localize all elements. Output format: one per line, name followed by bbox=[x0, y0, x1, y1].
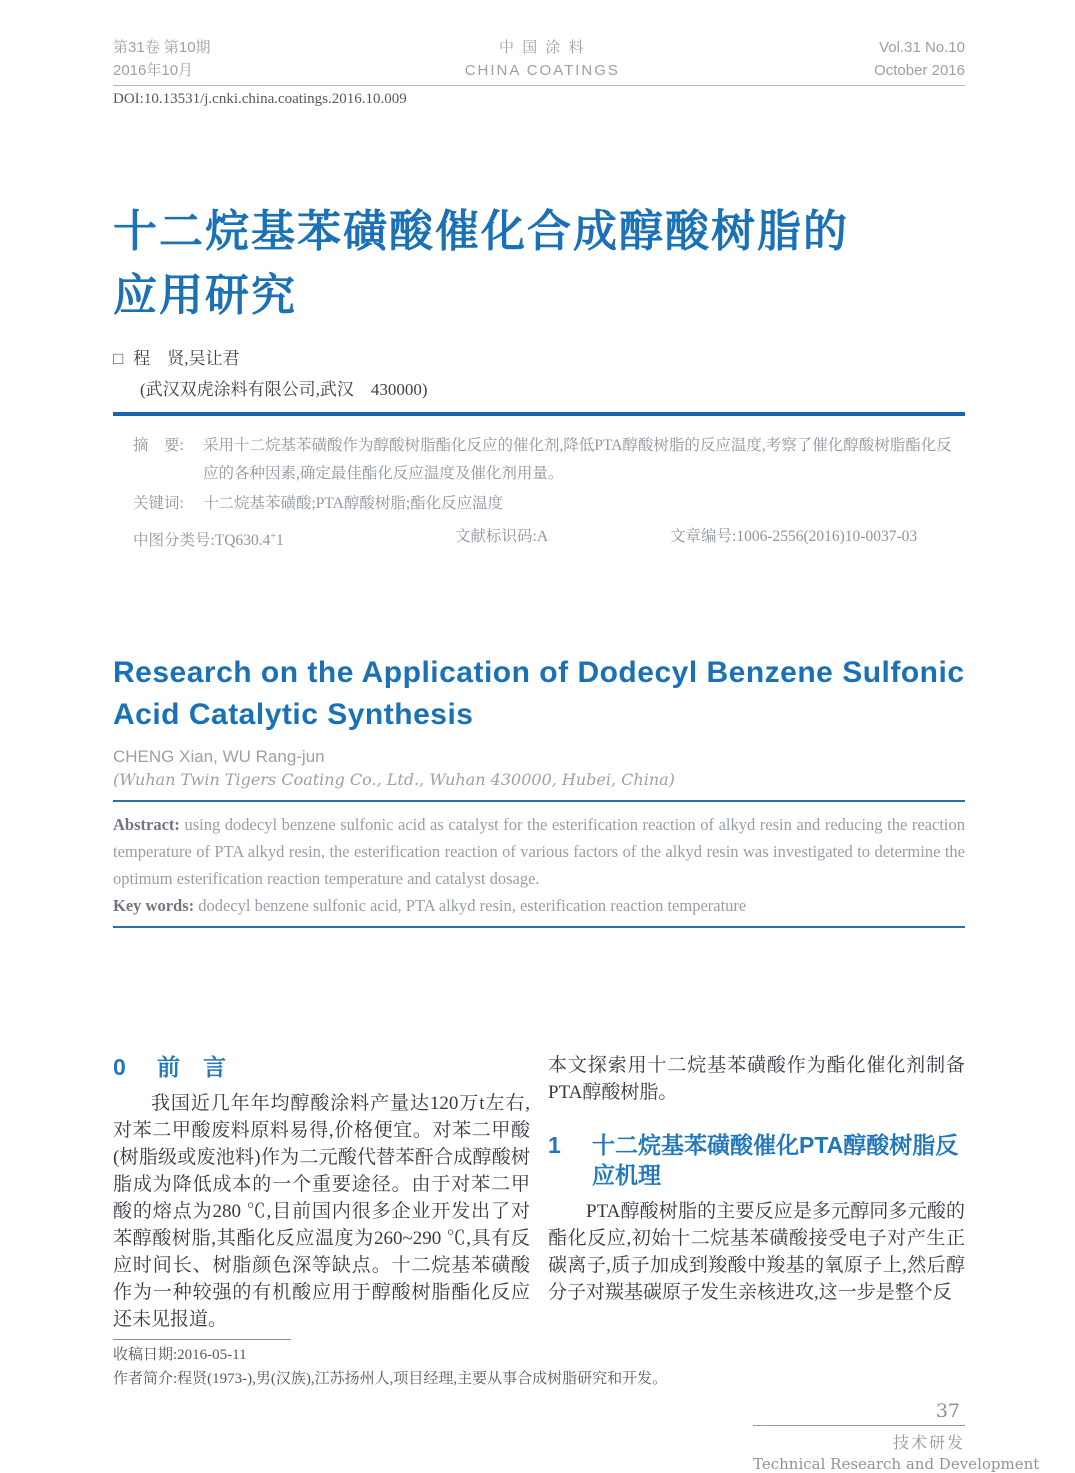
keywords-text-en: dodecyl benzene sulfonic acid, PTA alkyd resin, esterification reaction temperature bbox=[194, 896, 747, 916]
title-cn-line2: 应用研究 bbox=[113, 271, 297, 320]
authors-cn-row bbox=[113, 344, 965, 369]
section-1-title: 十二烷基苯磺酸催化PTA醇酸树脂反应机理 bbox=[592, 1132, 959, 1189]
date-en: October 2016 bbox=[874, 62, 965, 79]
received-value: 2016-05-11 bbox=[177, 1347, 247, 1364]
section-1-number: 1 bbox=[548, 1132, 561, 1159]
header-issue-en bbox=[874, 36, 965, 82]
author-marker-icon: □ bbox=[113, 349, 124, 368]
keywords-label-en: Key words: bbox=[113, 896, 195, 916]
received-date-line bbox=[113, 1343, 965, 1367]
article-id-label: 文章编号: bbox=[670, 528, 737, 545]
article-title-en bbox=[113, 652, 965, 736]
abstract-block-cn bbox=[113, 432, 965, 554]
journal-name-en: CHINA COATINGS bbox=[464, 62, 620, 79]
keywords-label-cn: 关键词: bbox=[133, 495, 184, 512]
doc-code-item bbox=[455, 524, 670, 554]
authors-cn: 程 贤,吴让君 bbox=[133, 349, 240, 368]
date-cn: 2016年10月 bbox=[113, 62, 194, 79]
journal-name-cn: 中 国 涂 料 bbox=[499, 39, 586, 56]
authors-en: CHENG Xian, WU Rang-jun bbox=[113, 747, 325, 767]
title-divider-rule bbox=[113, 412, 965, 416]
title-en-line1: Research on the Application of Dodecyl Benzene Sulfonic bbox=[113, 656, 965, 690]
title-cn-line1: 十二烷基苯磺酸催化合成醇酸树脂的 bbox=[113, 207, 849, 256]
article-title-cn bbox=[113, 200, 965, 328]
header-journal-name bbox=[465, 36, 620, 82]
abstract-label-cn: 摘 要: bbox=[133, 437, 184, 454]
volume-issue-cn: 第31卷 第10期 bbox=[113, 39, 211, 56]
clc-superscript: + bbox=[270, 531, 276, 542]
footnote-rule bbox=[113, 1339, 291, 1340]
keywords-row-cn bbox=[133, 490, 965, 518]
section-1-paragraph bbox=[548, 1198, 965, 1306]
abstract-bottom-rule bbox=[113, 926, 965, 928]
abstract-text-cn: 采用十二烷基苯磺酸作为醇酸树脂酯化反应的催化剂,降低PTA醇酸树脂的反应温度,考察了催化醇酸树脂酯化反应的各种因素,确定最佳酯化反应温度及催化剂用量。 bbox=[203, 437, 952, 482]
intro-paragraph bbox=[113, 1090, 530, 1333]
clc-value: TQ630.4 bbox=[214, 532, 271, 550]
section-0-number: 0 bbox=[113, 1054, 126, 1081]
section-0-heading bbox=[113, 1052, 530, 1082]
left-column bbox=[113, 1052, 530, 1333]
footer-column-cn: 技术研发 bbox=[892, 1435, 965, 1453]
doc-code-value: A bbox=[536, 528, 549, 545]
keywords-text-cn: 十二烷基苯磺酸;PTA醇酸树脂;酯化反应温度 bbox=[203, 495, 504, 512]
article-id-item bbox=[670, 524, 917, 554]
right-column bbox=[548, 1052, 965, 1333]
clc-label: 中图分类号: bbox=[133, 532, 215, 550]
page-footer bbox=[753, 1399, 1040, 1473]
doc-code-label: 文献标识码: bbox=[455, 528, 537, 545]
article-id-value: 1006-2556(2016)10-0037-03 bbox=[736, 528, 918, 545]
affiliation-en: (Wuhan Twin Tigers Coating Co., Ltd., Wuhan 430000, Hubei, China) bbox=[113, 770, 675, 790]
affiliation-cn: (武汉双虎涂料有限公司,武汉 430000) bbox=[140, 380, 428, 399]
section-1-paragraph-text: PTA醇酸树脂的主要反应是多元醇同多元酸的酯化反应,初始十二烷基苯磺酸接受电子对产生正碳离子,质子加成到羧酸中羧基的氧原子上,然后醇分子对羰基碳原子发生亲核进攻,这一步是整个反 bbox=[548, 1201, 965, 1304]
bio-label: 作者简介: bbox=[113, 1371, 178, 1388]
clc-item bbox=[133, 524, 455, 554]
abstract-row-cn bbox=[133, 432, 965, 488]
section-1-heading bbox=[548, 1130, 965, 1190]
keywords-en bbox=[113, 892, 965, 919]
intro-paragraph-continued: 本文探索用十二烷基苯磺酸作为酯化催化剂制备PTA醇酸树脂。 bbox=[548, 1055, 965, 1104]
clc-value-end: 1 bbox=[276, 532, 284, 550]
abstract-top-rule bbox=[113, 800, 965, 802]
page-number: 37 bbox=[935, 1400, 960, 1423]
footer-column-en: Technical Research and Development bbox=[753, 1455, 1040, 1473]
abstract-en bbox=[113, 811, 965, 892]
footer-rule bbox=[753, 1425, 965, 1426]
bio-value: 程贤(1973-),男(汉族),江苏扬州人,项目经理,主要从事合成树脂研究和开发。 bbox=[177, 1371, 668, 1388]
received-label: 收稿日期: bbox=[113, 1347, 178, 1364]
body-columns bbox=[113, 1052, 965, 1333]
header-issue-cn bbox=[113, 36, 211, 82]
abstract-label-en: Abstract: bbox=[113, 815, 180, 835]
section-0-title: 前 言 bbox=[157, 1054, 226, 1081]
doi-line: DOI:10.13531/j.cnki.china.coatings.2016.10.009 bbox=[113, 91, 407, 107]
classification-row bbox=[133, 524, 965, 554]
title-en-line2: Acid Catalytic Synthesis bbox=[113, 698, 474, 732]
abstract-text-en: using dodecyl benzene sulfonic acid as catalyst for the esterification reaction of alkyd resin and reducing the reaction temperature of PTA alkyd resin, the esterification reaction of various factors of the alkyd resin was investigated to determine the optimum esterification reaction temperature and catalyst dosage. bbox=[113, 815, 965, 889]
footnote-block bbox=[113, 1339, 965, 1391]
journal-header bbox=[113, 36, 965, 86]
volume-issue-en: Vol.31 No.10 bbox=[879, 39, 965, 56]
intro-paragraph-text: 我国近几年年均醇酸涂料产量达120万t左右,对苯二甲酸废料原料易得,价格便宜。对苯二甲酸(树脂级或废池料)作为二元酸代替苯酐合成醇酸树脂成为降低成本的一个重要途径。由于对苯二甲酸的熔点为280 ℃,目前国内很多企业开发出了对苯醇酸树脂,其酯化反应温度为260~290 ℃,具有反应时间长、树脂颜色深等缺点。十二烷基苯磺酸作为一种较强的有机酸应用于醇酸树脂酯化反应还未见报道。 bbox=[113, 1093, 530, 1331]
author-bio-line bbox=[113, 1367, 965, 1391]
